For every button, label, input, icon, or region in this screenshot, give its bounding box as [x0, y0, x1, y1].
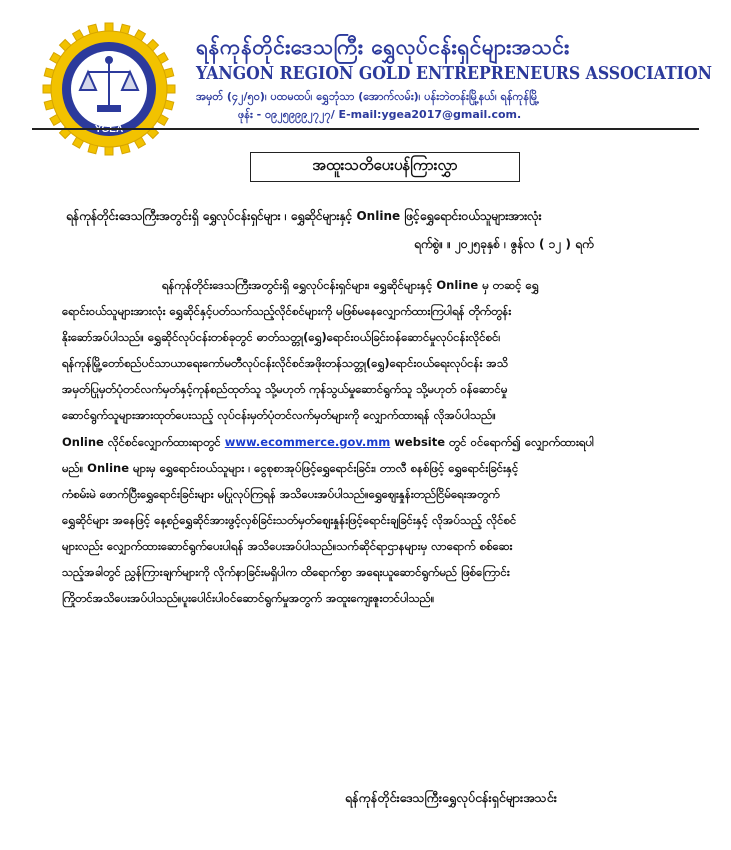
body-line: နိုးဆော်အပ်ပါသည်။ ရွှေဆိုင်လုပ်ငန်းတစ်ခုတွင် ဓာတ်သတ္တု(ရွှေ)ရောင်းဝယ်ခြင်းဝန်ဆောင်မှုလုပ်ငန်းလိုင်စင်၊ — [62, 330, 501, 345]
body-line: သည့်အခါတွင် ညွှန်ကြားချက်များကို လိုက်နာခြင်းမရှိပါက ထိရောက်စွာ အရေးယူဆောင်ရွက်မည် ဖြစ်ကြောင်း — [62, 565, 510, 580]
org-name-myanmar: ရန်ကုန်တိုင်းဒေသကြီး ရွှေလုပ်ငန်းရှင်များအသင်း — [196, 35, 570, 59]
notice-body — [62, 272, 676, 611]
org-contact: ဖုန်း - ၀၉၂၅၉၉၉၂၇၂၇/ E-mail:ygea2017@gmail.com. — [238, 108, 522, 121]
body-line: ကံစမ်းမဲ ဖောက်ပြီးရွှေရောင်းခြင်းများ မပြုလုပ်ကြရန် အသိပေးအပ်ပါသည်။ရွှေဈေးနှုန်းတည်ငြိမ်ရေးအတွက် — [62, 486, 500, 501]
body-line: များလည်း လျှောက်ထားဆောင်ရွက်ပေးပါရန် အသိပေးအပ်ပါသည်။သက်ဆိုင်ရာဌာနများမှ လာရောက် စစ်ဆေး — [62, 538, 513, 553]
org-name-english: YANGON REGION GOLD ENTREPRENEURS ASSOCIATION — [196, 64, 712, 84]
body-line-with-link — [62, 429, 676, 455]
ygea-logo — [40, 20, 178, 158]
date-line: ရက်စွဲ။ ။ ၂၀၂၅ခုနှစ် ၊ ဇွန်လ ( ၁၂ ) ရက် — [414, 237, 594, 251]
notice-title: အထူးသတိပေးပန်ကြားလွှာ — [250, 152, 520, 182]
body-line: ရန်ကုန်တိုင်းဒေသကြီးအတွင်းရှိ ရွှေလုပ်ငန်းရှင်များ၊ ရွှေဆိုင်များနှင့် Online မှ တဆင့် ရွှေ — [162, 278, 539, 292]
body-line: ဆောင်ရွက်သူများအားထုတ်ပေးသည့် လုပ်ငန်းမှတ်ပုံတင်လက်မှတ်များကို လျှောက်ထားရန် လိုအပ်ပါသည်။ — [62, 408, 496, 423]
ecommerce-website-link[interactable]: www.ecommerce.gov.mm — [224, 434, 391, 449]
body-text: Online လိုင်စင်လျှောက်ထားရာတွင် — [62, 434, 225, 449]
recipient-line: ရန်ကုန်တိုင်းဒေသကြီးအတွင်းရှိ ရွှေလုပ်ငန်းရှင်များ ၊ ရွှေဆိုင်များနှင့် Online ဖြင့်ရွှေရောင်းဝယ်သူများအားလုံး — [66, 209, 542, 223]
body-text: website တွင် ဝင်ရောက်၍ လျှောက်ထားရပါ — [390, 434, 595, 449]
body-line: ကြိုတင်အသိပေးအပ်ပါသည်။ပူးပေါင်းပါဝင်ဆောင်ရွက်မှုအတွက် အထူးကျေးဇူးတင်ပါသည်။ — [62, 591, 435, 606]
body-line: ရွှေဆိုင်များ အနေဖြင့် နေ့စဉ်ရွှေဆိုင်အားဖွင့်လှစ်ခြင်းသတ်မှတ်ဈေးနှုန်းဖြင့်ရောင်းချခြင်းနှင့် လိုအပ်သည့် လိုင်စင် — [62, 512, 517, 527]
body-line: အမှတ်ပြုမှတ်ပုံတင်လက်မှတ်နှင့်ကုန်စည်ထုတ်သူ သို့မဟုတ် ကုန်သွယ်မှုဆောင်ရွက်သူ သို့မဟုတ် ဝန်ဆောင်မှု — [62, 382, 508, 397]
body-line: မည်။ Online များမှ ရွှေရောင်းဝယ်သူများ ၊ ငွေစုစာအုပ်ဖြင့်ရွှေရောင်းခြင်း၊ တာလီ စနစ်ဖြင့် ရွှေရောင်းခြင်းနှင့် — [62, 460, 519, 475]
body-line: ရောင်းဝယ်သူများအားလုံး ရွှေဆိုင်နှင့်ပတ်သက်သည့်လိုင်စင်များကို မဖြစ်မနေလျှောက်ထားကြပါရန် တိုက်တွန်း — [62, 304, 512, 319]
body-line: ရန်ကုန်မြို့တော်စည်ပင်သာယာရေးကော်မတီလုပ်ငန်းလိုင်စင်အဖိုးတန်သတ္တု(ရွှေ)ရောင်းဝယ်ရေးလုပ်ငန်း အသိ — [62, 356, 509, 371]
org-address: အမှတ် (၄၂/၅၀)၊ ပထမထပ်၊ ရွှေဘုံသာ (အောက်လမ်း)၊ ပန်းဘဲတန်းမြို့နယ်၊ ရန်ကုန်မြို့ — [196, 90, 539, 103]
signature-line: ရန်ကုန်တိုင်းဒေသကြီးရွှေလုပ်ငန်းရှင်များအသင်း — [345, 790, 557, 805]
header-divider — [32, 128, 699, 130]
